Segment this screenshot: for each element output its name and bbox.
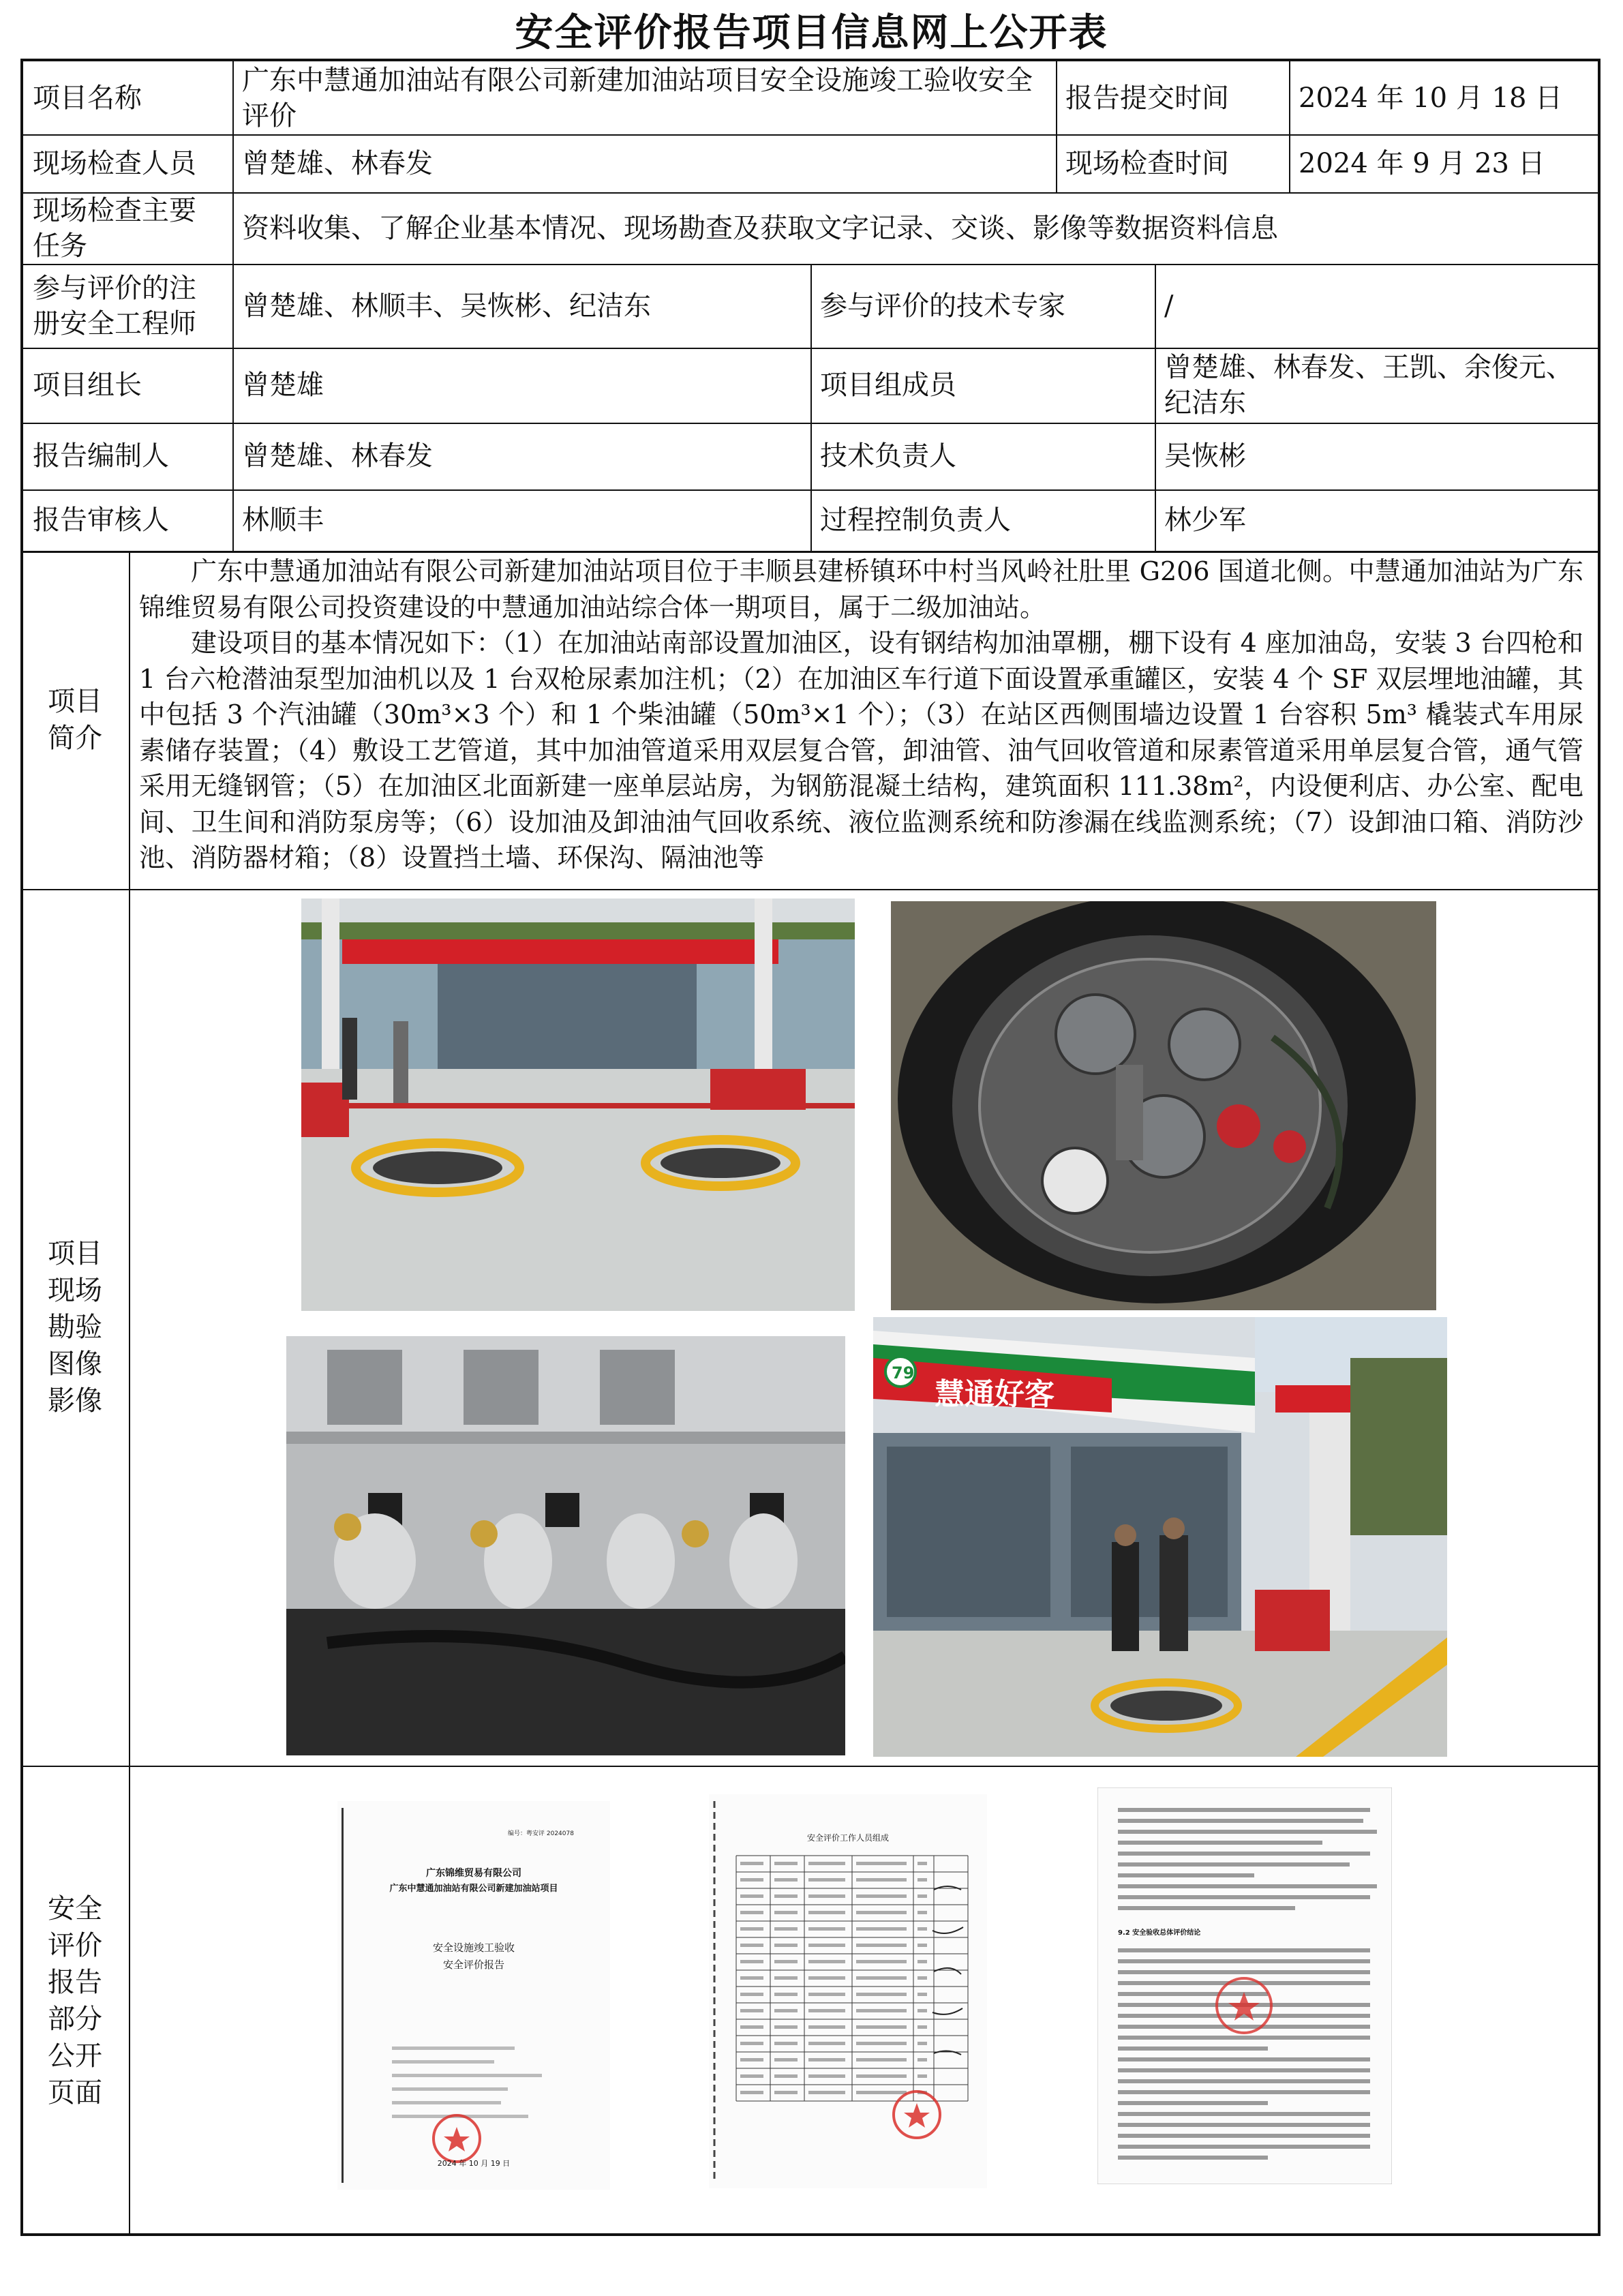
leader-label: 项目组长	[33, 369, 142, 401]
engineers-value: 曾楚雄、林顺丰、吴恢彬、纪洁东	[242, 290, 651, 322]
intro-label: 项目简介	[48, 686, 102, 754]
tech-lead-value: 吴恢彬	[1164, 440, 1246, 472]
cover-date: 2024 年 10 月 19 日	[437, 2159, 511, 2168]
expert-label: 参与评价的技术专家	[820, 290, 1065, 322]
process-control-value: 林少军	[1164, 504, 1246, 536]
project-name-label: 项目名称	[33, 82, 142, 114]
page-title: 安全评价报告项目信息网上公开表	[515, 11, 1108, 55]
submit-time-value: 2024 年 10 月 18 日	[1299, 82, 1563, 114]
station-sign-text: 慧通好客	[935, 1377, 1055, 1412]
leader-value: 曾楚雄	[242, 369, 324, 401]
report-label: 安全评价报告部分公开页面	[48, 1893, 102, 2109]
project-intro	[130, 551, 1592, 885]
cover-line-1: 广东锦维贸易有限公司	[426, 1868, 521, 1879]
main-task-label: 现场检查主要任务	[33, 194, 196, 262]
cover-line-4: 安全评价报告	[442, 1959, 505, 1971]
cover-line-3: 安全设施竣工验收	[432, 1942, 515, 1954]
expert-value: /	[1164, 290, 1174, 322]
inspection-time-value: 2024 年 9 月 23 日	[1299, 147, 1545, 179]
inspection-time-label: 现场检查时间	[1065, 147, 1229, 179]
intro-paragraph-1: 广东中慧通加油站有限公司新建加油站项目位于丰顺县建桥镇环中村当风岭社肚里 G206 国道北侧。中慧通加油站为广东锦维贸易有限公司投资建设的中慧通加油站综合体一期项目，属于二级加油站。	[139, 556, 1583, 622]
report-staff-page	[709, 1794, 987, 2188]
report-conclusion-page	[1097, 1787, 1392, 2184]
process-control-label: 过程控制负责人	[820, 504, 1011, 536]
staff-table-title: 安全评价工作人员组成	[806, 1833, 890, 1843]
site-photo-station-building	[873, 1317, 1447, 1757]
site-photo-tank-manhole	[891, 901, 1436, 1310]
site-photo-forecourt	[301, 898, 855, 1311]
submit-time-label: 报告提交时间	[1065, 82, 1229, 114]
photos-label: 项目现场勘验图像影像	[48, 1238, 102, 1417]
engineers-label: 参与评价的注册安全工程师	[33, 272, 196, 339]
intro-paragraph-2: 建设项目的基本情况如下：（1）在加油站南部设置加油区，设有钢结构加油罩棚，棚下设有 4 座加油岛，安装 3 台四枪和 1 台六枪潜油泵型加油机以及 1 台双枪尿素加注机；（2）在加油区车行道下面设置承重罐区，安装 4 个 SF 双层埋地油罐，其中包括 3 个汽油罐（30m³×3 个）和 1 个柴油罐（50m³×1 个）；（3）在站区西侧围墙边设置 1 台容积 5m³ 橇装式车用尿素储存装置；（4）敷设工艺管道，其中加油管道采用双层复合管，卸油管、油气回收管道和尿素管道采用单层复合管，通气管采用无缝钢管；（5）在加油区北面新建一座单层站房，为钢筋混凝土结构，建筑面积 111.38m²，内设便利店、办公室、配电间、卫生间和消防泵房等；（6）设加油及卸油油气回收系统、液位监测系统和防渗漏在线监测系统；（7）设卸油口箱、消防沙池、消防器材箱；（8）设置挡土墙、环保沟、隔油池等	[139, 628, 1583, 873]
report-cover-page	[337, 1801, 610, 2190]
reviewer-label: 报告审核人	[33, 504, 169, 536]
cover-report-number: 编号：粤安评 2024078	[508, 1830, 574, 1837]
station-logo-text: 79	[892, 1363, 915, 1383]
reviewer-value: 林顺丰	[242, 504, 324, 536]
project-name-value: 广东中慧通加油站有限公司新建加油站项目安全设施竣工验收安全评价	[242, 64, 1033, 132]
site-photo-dispenser-interior	[286, 1336, 845, 1755]
cover-line-2: 广东中慧通加油站有限公司新建加油站项目	[389, 1884, 558, 1894]
tech-lead-label: 技术负责人	[820, 440, 956, 472]
inspectors-value: 曾楚雄、林春发	[242, 147, 433, 179]
members-label: 项目组成员	[820, 369, 956, 401]
author-value: 曾楚雄、林春发	[242, 440, 433, 472]
author-label: 报告编制人	[33, 440, 169, 472]
conclusion-heading: 9.2 安全验收总体评价结论	[1118, 1929, 1201, 1937]
main-task-value: 资料收集、了解企业基本情况、现场勘查及获取文字记录、交谈、影像等数据资料信息	[242, 212, 1278, 244]
inspectors-label: 现场检查人员	[33, 147, 196, 179]
members-value: 曾楚雄、林春发、王凯、余俊元、纪洁东	[1164, 352, 1573, 419]
